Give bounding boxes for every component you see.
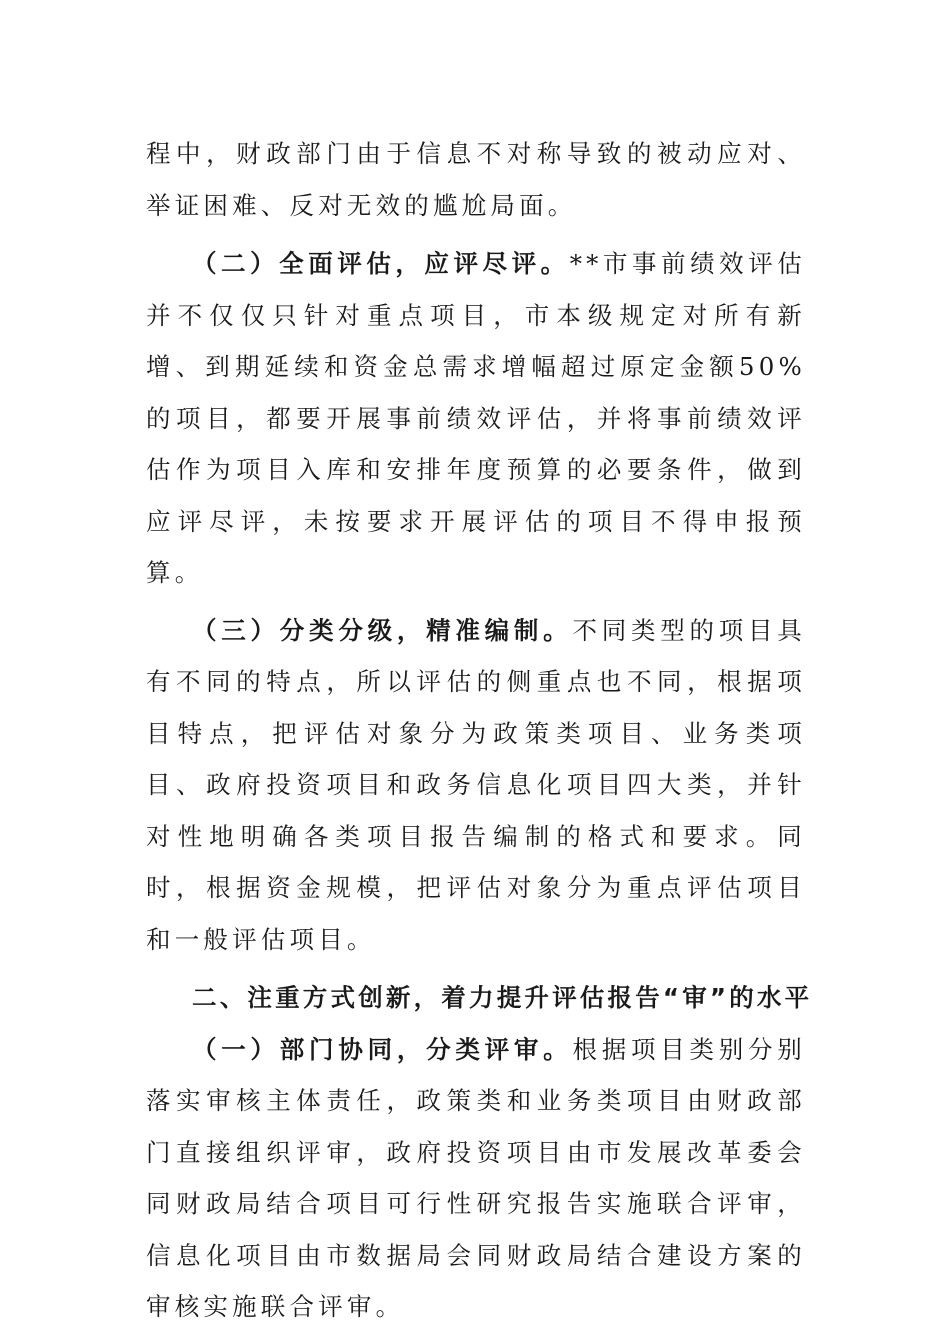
section-heading: 二、注重方式创新，着力提升评估报告“审”的水平 [192,983,813,1012]
paragraph-lead: （一）部门协同，分类评审。 [192,1034,573,1064]
paragraph-department-coordination [146,1024,806,1333]
paragraph-classification [146,605,806,966]
paragraph-body: **市事前绩效评估并不仅仅只针对重点项目，市本级规定对所有新增、到期延续和资金总需求增幅超过原定金额50%的项目，都要开展事前绩效评估，并将事前绩效评估作为项目入库和安排年度预算的必要条件，做到应评尽评，未按要求开展评估的项目不得申报预算。 [146,249,806,587]
document-page [146,128,813,1333]
paragraph-body: 不同类型的项目具有不同的特点，所以评估的侧重点也不同，根据项目特点，把评估对象分为政策类项目、业务类项目、政府投资项目和政务信息化项目四大类，并针对性地明确各类项目报告编制的格式和要求。同时，根据资金规模，把评估对象分为重点评估项目和一般评估项目。 [146,615,806,954]
paragraph-body: 根据项目类别分别落实审核主体责任，政策类和业务类项目由财政部门直接组织评审，政府投资项目由市发展改革委会同财政局结合项目可行性研究报告实施联合评审，信息化项目由市数据局会同财政局结合建设方案的审核实施联合评审。 [146,1034,806,1321]
paragraph-full-assessment [146,238,806,599]
paragraph-lead: （三）分类分级，精准编制。 [192,615,573,645]
paragraph-continuation: 程中，财政部门由于信息不对称导致的被动应对、举证困难、反对无效的尴尬局面。 [146,139,806,220]
paragraph-lead: （二）全面评估，应评尽评。 [192,249,570,278]
